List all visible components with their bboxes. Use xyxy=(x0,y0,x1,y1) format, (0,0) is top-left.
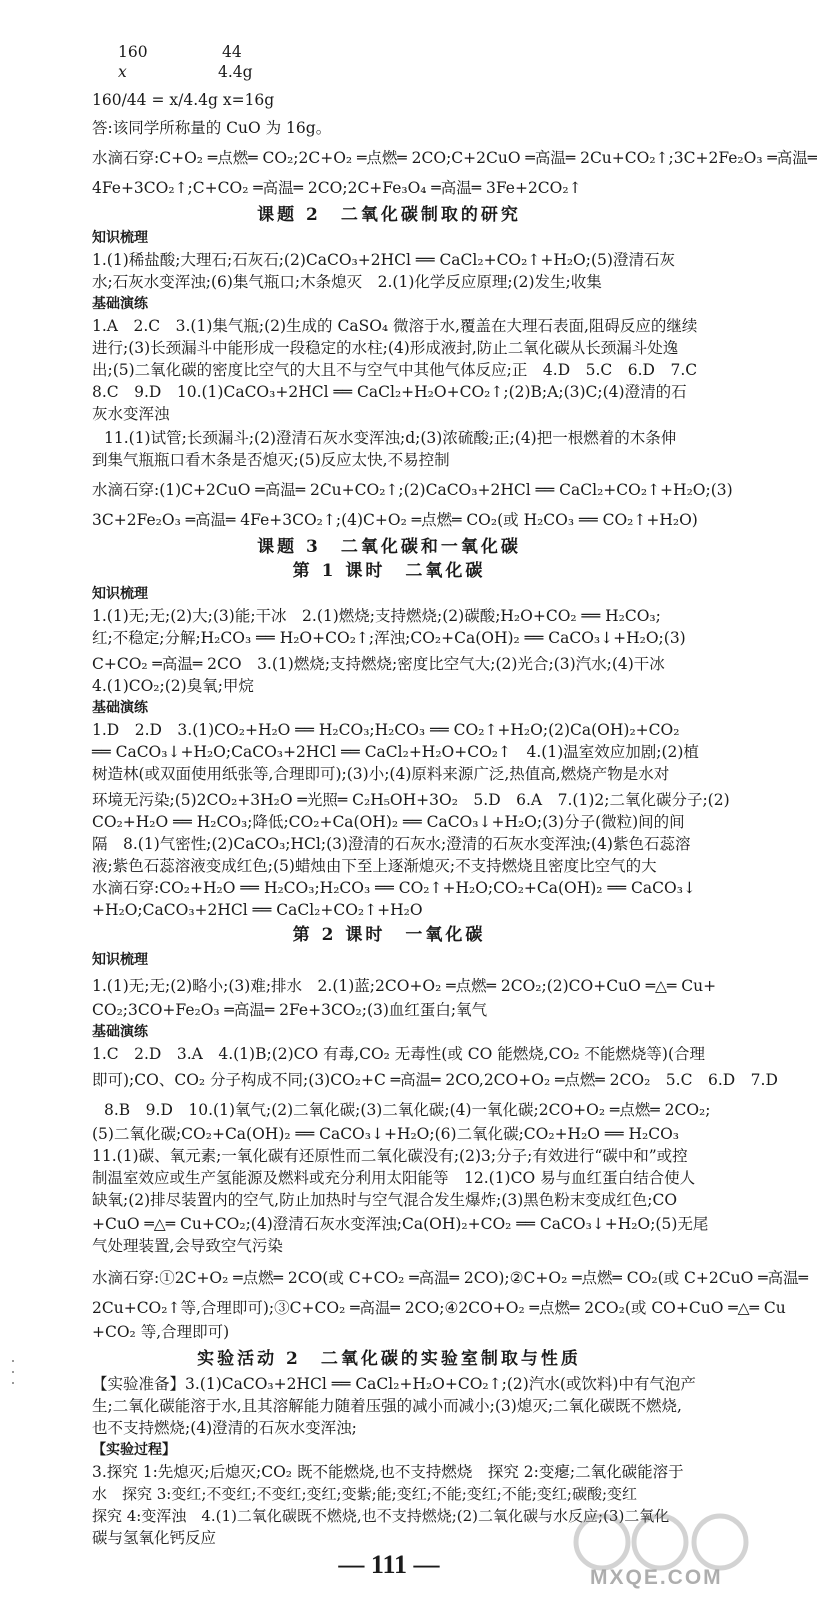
text-line: CO₂;3CO+Fe₂O₃ ═高温═ 2Fe+3CO₂;(3)血红蛋白;氧气 xyxy=(92,1001,488,1019)
text-line: (5)二氧化碳;CO₂+Ca(OH)₂ ══ CaCO₃↓+H₂O;(6)二氧化碳;CO₂+H₂O ══ H₂CO₃ xyxy=(92,1125,680,1143)
text-line: 水滴石穿:C+O₂ ═点燃═ CO₂;2C+O₂ ═点燃═ 2CO;C+2CuO ═高温═ 2Cu+CO₂↑;3C+2Fe₂O₃ ═高温═ xyxy=(92,149,817,167)
text-line: 1.(1)无;无;(2)略小;(3)难;排水 2.(1)蓝;2CO+O₂ ═点燃═ 2CO₂;(2)CO+CuO ═△═ Cu+ xyxy=(92,977,717,995)
lesson-title: 第 1 课时 二氧化碳 xyxy=(292,561,486,581)
text-line: 8.B 9.D 10.(1)氧气;(2)二氧化碳;(3)二氧化碳;(4)一氧化碳;2CO+O₂ ═点燃═ 2CO₂; xyxy=(104,1101,711,1119)
ratio-value: 44 xyxy=(222,43,242,61)
text-line: 缺氧;(2)排尽装置内的空气,防止加热时与空气混合发生爆炸;(3)黑色粉末变成红色;CO xyxy=(92,1191,678,1209)
text-line: 11.(1)试管;长颈漏斗;(2)澄清石灰水变浑浊;d;(3)浓硫酸;正;(4)把一根燃着的木条伸 xyxy=(104,429,677,447)
lesson-title: 第 2 课时 一氧化碳 xyxy=(292,925,486,945)
text-line: 2Cu+CO₂↑等,合理即可);③C+CO₂ ═高温═ 2CO;④2CO+O₂ ═点燃═ 2CO₂(或 CO+CuO ═△═ Cu xyxy=(92,1299,786,1317)
text-line: 生;二氧化碳能溶于水,且其溶解能力随着压强的减小而减小;(3)熄灭;二氧化碳既不燃烧, xyxy=(92,1397,682,1415)
proportion-line: 160/44 = x/4.4g x=16g xyxy=(92,91,275,109)
subsection-heading: 基础演练 xyxy=(92,700,148,716)
text-line: 水;石灰水变浑浊;(6)集气瓶口;木条熄灭 2.(1)化学反应原理;(2)发生;收集 xyxy=(92,273,602,291)
ratio-value: 4.4g xyxy=(218,63,253,81)
ratio-value: x xyxy=(118,63,127,81)
text-line: 液;紫色石蕊溶液变成红色;(5)蜡烛由下至上逐渐熄灭;不支持燃烧且密度比空气的大 xyxy=(92,857,657,875)
text-line: 水滴石穿:CO₂+H₂O ══ H₂CO₃;H₂CO₃ ══ CO₂↑+H₂O;CO₂+Ca(OH)₂ ══ CaCO₃↓ xyxy=(92,879,696,897)
answer-line: 答:该同学所称量的 CuO 为 16g。 xyxy=(92,119,332,137)
text-line: 1.(1)稀盐酸;大理石;石灰石;(2)CaCO₃+2HCl ══ CaCl₂+CO₂↑+H₂O;(5)澄清石灰 xyxy=(92,251,675,269)
text-line: 水滴石穿:(1)C+2CuO ═高温═ 2Cu+CO₂↑;(2)CaCO₃+2HCl ══ CaCl₂+CO₂↑+H₂O;(3) xyxy=(92,481,733,499)
subsection-heading: 知识梳理 xyxy=(92,230,148,246)
text-line: 红;不稳定;分解;H₂CO₃ ══ H₂O+CO₂↑;浑浊;CO₂+Ca(OH)₂ ══ CaCO₃↓+H₂O;(3) xyxy=(92,629,686,647)
text-line: 1.C 2.D 3.A 4.(1)B;(2)CO 有毒,CO₂ 无毒性(或 CO 能燃烧,CO₂ 不能燃烧等)(合理 xyxy=(92,1045,705,1063)
text-line: 1.D 2.D 3.(1)CO₂+H₂O ══ H₂CO₃;H₂CO₃ ══ CO₂↑+H₂O;(2)Ca(OH)₂+CO₂ xyxy=(92,721,680,739)
text-line: 【实验准备】3.(1)CaCO₃+2HCl ══ CaCl₂+H₂O+CO₂↑;(2)汽水(或饮料)中有气泡产 xyxy=(92,1375,696,1393)
text-line: 树造林(或双面使用纸张等,合理即可);(3)小;(4)原料来源广泛,热值高,燃烧产物是水对 xyxy=(92,765,670,783)
text-line: 制温室效应或生产氢能源及燃料或充分利用太阳能等 12.(1)CO 易与血红蛋白结合使人 xyxy=(92,1169,696,1187)
text-line: 即可);CO、CO₂ 分子构成不同;(3)CO₂+C ═高温═ 2CO,2CO+O₂ ═点燃═ 2CO₂ 5.C 6.D 7.D xyxy=(92,1071,778,1089)
page-number: — 111 — xyxy=(338,1550,440,1579)
text-line: 进行;(3)长颈漏斗中能形成一段稳定的水柱;(4)形成液封,防止二氧化碳从长颈漏斗处逸 xyxy=(92,339,679,357)
section-title: 课题 3 二氧化碳和一氧化碳 xyxy=(257,537,521,557)
margin-mark xyxy=(12,1360,16,1400)
text-line: ══ CaCO₃↓+H₂O;CaCO₃+2HCl ══ CaCl₂+H₂O+CO₂↑ 4.(1)温室效应加剧;(2)植 xyxy=(92,743,699,761)
text-line: 4.(1)CO₂;(2)臭氧;甲烷 xyxy=(92,677,254,695)
watermark-text: MXQE.COM xyxy=(590,1566,723,1589)
text-line: +H₂O;CaCO₃+2HCl ══ CaCl₂+CO₂↑+H₂O xyxy=(92,901,423,919)
subsection-heading: 知识梳理 xyxy=(92,586,148,602)
text-line: 1.(1)无;无;(2)大;(3)能;干冰 2.(1)燃烧;支持燃烧;(2)碳酸;H₂O+CO₂ ══ H₂CO₃; xyxy=(92,607,661,625)
text-line: 环境无污染;(5)2CO₂+3H₂O ═光照═ C₂H₅OH+3O₂ 5.D 6.A 7.(1)2;二氧化碳分子;(2) xyxy=(92,791,730,809)
text-line: 碳与氢氧化钙反应 xyxy=(92,1529,217,1547)
text-line: 气处理装置,会导致空气污染 xyxy=(92,1237,283,1255)
section-title: 课题 2 二氧化碳制取的研究 xyxy=(257,205,521,225)
text-line: 出;(5)二氧化碳的密度比空气的大且不与空气中其他气体反应;正 4.D 5.C 6.D 7.C xyxy=(92,361,698,379)
text-line: 到集气瓶瓶口看木条是否熄灭;(5)反应太快,不易控制 xyxy=(92,451,450,469)
text-line: 灰水变浑浊 xyxy=(92,405,170,423)
subsection-heading: 知识梳理 xyxy=(92,952,148,968)
text-line: 1.A 2.C 3.(1)集气瓶;(2)生成的 CaSO₄ 微溶于水,覆盖在大理石表面,阻碍反应的继续 xyxy=(92,317,698,335)
subsection-heading: 基础演练 xyxy=(92,296,148,312)
ratio-value: 160 xyxy=(118,43,148,61)
text-line: 隔 8.(1)气密性;(2)CaCO₃;HCl;(3)澄清的石灰水;澄清的石灰水变浑浊;(4)紫色石蕊溶 xyxy=(92,835,691,853)
section-title: 实验活动 2 二氧化碳的实验室制取与性质 xyxy=(197,1349,581,1369)
text-line: 4Fe+3CO₂↑;C+CO₂ ═高温═ 2CO;2C+Fe₃O₄ ═高温═ 3Fe+2CO₂↑ xyxy=(92,179,582,197)
subsection-heading: 基础演练 xyxy=(92,1024,148,1040)
text-line: 8.C 9.D 10.(1)CaCO₃+2HCl ══ CaCl₂+H₂O+CO₂↑;(2)B;A;(3)C;(4)澄清的石 xyxy=(92,383,687,401)
text-line: 水滴石穿:①2C+O₂ ═点燃═ 2CO(或 C+CO₂ ═高温═ 2CO);②C+O₂ ═点燃═ CO₂(或 C+2CuO ═高温═ xyxy=(92,1269,808,1287)
text-line: C+CO₂ ═高温═ 2CO 3.(1)燃烧;支持燃烧;密度比空气大;(2)光合;(3)汽水;(4)干冰 xyxy=(92,655,665,673)
text-line: CO₂+H₂O ══ H₂CO₃;降低;CO₂+Ca(OH)₂ ══ CaCO₃↓+H₂O;(3)分子(微粒)间的间 xyxy=(92,813,685,831)
text-line: 11.(1)碳、氧元素;一氧化碳有还原性而二氧化碳没有;(2)3;分子;有效进行“碳中和”或控 xyxy=(92,1147,688,1165)
text-line: 3C+2Fe₂O₃ ═高温═ 4Fe+3CO₂↑;(4)C+O₂ ═点燃═ CO₂(或 H₂CO₃ ══ CO₂↑+H₂O) xyxy=(92,511,698,529)
text-line: +CuO ═△═ Cu+CO₂;(4)澄清石灰水变浑浊;Ca(OH)₂+CO₂ ══ CaCO₃↓+H₂O;(5)无尾 xyxy=(92,1215,709,1233)
text-line: 水 探究 3:变红;不变红;不变红;变红;变紫;能;变红;不能;变红;不能;变红;碳酸;变红 xyxy=(92,1485,638,1503)
text-line: 也不支持燃烧;(4)澄清的石灰水变浑浊; xyxy=(92,1419,357,1437)
text-line: 3.探究 1:先熄灭;后熄灭;CO₂ 既不能燃烧,也不支持燃烧 探究 2:变瘪;二氧化碳能溶于 xyxy=(92,1463,684,1481)
subsection-heading: 【实验过程】 xyxy=(92,1442,176,1458)
text-line: 探究 4:变浑浊 4.(1)二氧化碳既不燃烧,也不支持燃烧;(2)二氧化碳与水反应;(3)二氧化 xyxy=(92,1507,670,1525)
text-line: +CO₂ 等,合理即可) xyxy=(92,1323,230,1341)
